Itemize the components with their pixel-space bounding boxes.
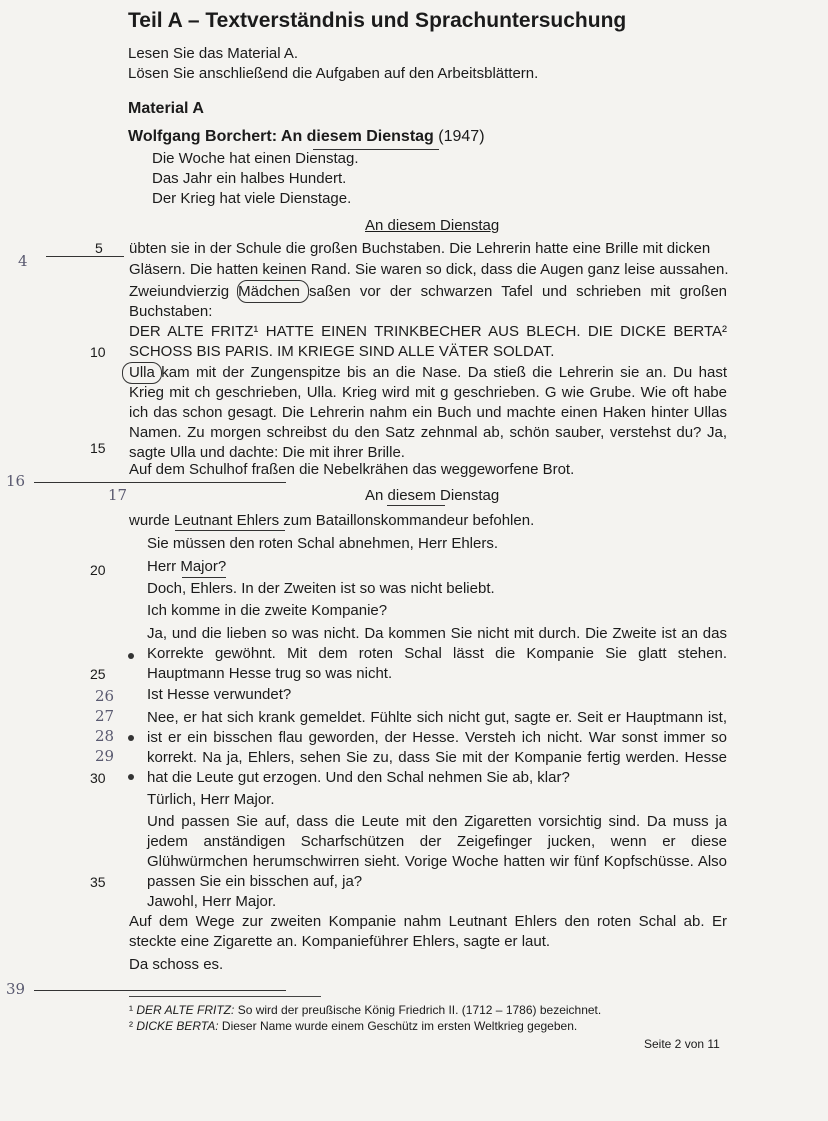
handwritten-number: 17 [108, 486, 128, 504]
text-line: wurde Leutnant Ehlers zum Bataillonskommandeur befohlen. [129, 512, 535, 529]
dialogue-line: Türlich, Herr Major. [147, 791, 275, 808]
poem-line: Der Krieg hat viele Dienstage. [152, 190, 352, 207]
handwritten-number: 28 [95, 727, 115, 745]
handwritten-number: 27 [95, 707, 115, 725]
handwritten-dot [128, 774, 134, 780]
footnote-text: Dieser Name wurde einem Geschütz im ersten Weltkrieg gegeben. [218, 1019, 578, 1033]
poem-line: Die Woche hat einen Dienstag. [152, 150, 359, 167]
footnote-divider [129, 996, 321, 997]
handwritten-number: 39 [6, 980, 26, 998]
line-number: 30 [90, 770, 106, 786]
text-line: Gläsern. Die hatten keinen Rand. Sie waren so dick, dass die Augen ganz leise aussahen. [129, 261, 729, 278]
line-number: 10 [90, 344, 106, 360]
text-line: übten sie in der Schule die großen Buchstaben. Die Lehrerin hatte eine Brille mit dicken [129, 240, 711, 257]
footnote-term: DICKE BERTA: [136, 1019, 219, 1033]
author-title: Wolfgang Borchert: An diesem Dienstag [128, 128, 434, 145]
handwritten-circle [122, 362, 162, 384]
handwritten-line [34, 482, 286, 483]
line-number: 20 [90, 562, 106, 578]
handwritten-number: 26 [95, 687, 115, 705]
poem-line: Das Jahr ein halbes Hundert. [152, 170, 347, 187]
line-number: 5 [95, 240, 103, 256]
footnote-mark: ² [129, 1019, 133, 1033]
footnote [129, 1003, 601, 1017]
paragraph: Auf dem Wege zur zweiten Kompanie nahm Leutnant Ehlers den roten Schal ab. Er steckte eine Zigarette an. Kompanieführer Ehlers, sagte er laut. [129, 913, 727, 950]
handwritten-circle [237, 280, 309, 303]
page-title: Teil A – Textverständnis und Sprachuntersuchung [128, 9, 627, 32]
dialogue-paragraph: Nee, er hat sich krank gemeldet. Fühlte sich nicht gut, sagte er. Seit er Hauptmann ist, ist er ein bisschen flau geworden, der Hesse. Versteh ich nicht. War sonst immer so korrekt. Na ja, Ehlers, sehen Sie zu, dass Sie mit der Kompanie fertig werden. Hesse hat die Leute gut erzogen. Und den Schal nehmen Sie ab, klar? [147, 709, 727, 786]
footnote-mark: ¹ [129, 1003, 133, 1017]
handwritten-number: 16 [6, 472, 26, 490]
page-number: Seite 2 von 11 [644, 1037, 720, 1051]
dialogue-paragraph: Und passen Sie auf, dass die Leute mit den Zigaretten vorsichtig sind. Da muss ja jedem anständigen Scharfschützen der Zeigefinger jucken, wenn er diese Glühwürmchen herumschwirren sieht. Vorige Woche hatten wir fünf Kopfschüsse. Also passen Sie ein bisschen auf, ja? [147, 813, 727, 890]
handwritten-line [34, 990, 286, 991]
paragraph: DER ALTE FRITZ¹ HATTE EINEN TRINKBECHER AUS BLECH. DIE DICKE BERTA² SCHOSS BIS PARIS. IM KRIEGE SIND ALLE VÄTER SOLDAT. [129, 323, 727, 360]
instruction-line: Lösen Sie anschließend die Aufgaben auf den Arbeitsblättern. [128, 65, 539, 82]
section-heading: An diesem Dienstag [365, 487, 500, 504]
dialogue-paragraph: Ja, und die lieben so was nicht. Da kommen Sie nicht mit durch. Die Zweite ist an das Korrekte gewöhnt. Mit dem roten Schal lässt die Kompanie Sie glatt stehen. Hauptmann Hesse trug so was nicht. [147, 625, 727, 682]
text-line: Auf dem Schulhof fraßen die Nebelkrähen das weggeworfene Brot. [129, 461, 575, 478]
handwritten-underline [175, 530, 285, 531]
text-line: Da schoss es. [129, 956, 224, 973]
work-year: (1947) [438, 128, 485, 145]
dialogue-line: Ist Hesse verwundet? [147, 686, 292, 703]
handwritten-underline [387, 505, 445, 506]
handwritten-number: 4 [18, 252, 28, 270]
dialogue-line: Sie müssen den roten Schal abnehmen, Herr Ehlers. [147, 535, 499, 552]
footnote-text: So wird der preußische König Friedrich II. (1712 – 1786) bezeichnet. [234, 1003, 602, 1017]
footnote-term: DER ALTE FRITZ: [136, 1003, 235, 1017]
dialogue-line: Doch, Ehlers. In der Zweiten ist so was nicht beliebt. [147, 580, 495, 597]
handwritten-line [46, 256, 124, 257]
material-label: Material A [128, 100, 204, 117]
handwritten-number: 29 [95, 747, 115, 765]
dialogue-line: Jawohl, Herr Major. [147, 893, 277, 910]
footnote [129, 1019, 577, 1033]
line-number: 15 [90, 440, 106, 456]
dialogue-line: Ich komme in die zweite Kompanie? [147, 602, 388, 619]
line-number: 35 [90, 874, 106, 890]
handwritten-underline [182, 577, 226, 578]
dialogue-line: Herr Major? [147, 558, 227, 575]
instruction-line: Lesen Sie das Material A. [128, 45, 299, 62]
handwritten-dot [128, 653, 134, 659]
line-number: 25 [90, 666, 106, 682]
paragraph: Ulla kam mit der Zungenspitze bis an die Nase. Da stieß die Lehrerin sie an. Du hast Krieg mit ch geschrieben, Ulla. Krieg wird mit g geschrieben. G wie Grube. Wie oft habe ich das schon gesagt. Die Lehrerin nahm ein Buch und machte einen Haken hinter Ullas Namen. Zu morgen schreibst du den Satz zehnmal ab, schön sauber, verstehst du? Ja, sagte Ulla und dachte: Die mit ihrer Brille. [129, 364, 727, 461]
work-title [128, 128, 485, 146]
handwritten-dot [128, 735, 134, 741]
paragraph: Zweiundvierzig Mädchen saßen vor der schwarzen Tafel und schrieben mit großen Buchstaben: [129, 283, 727, 320]
section-heading: An diesem Dienstag [365, 217, 500, 234]
